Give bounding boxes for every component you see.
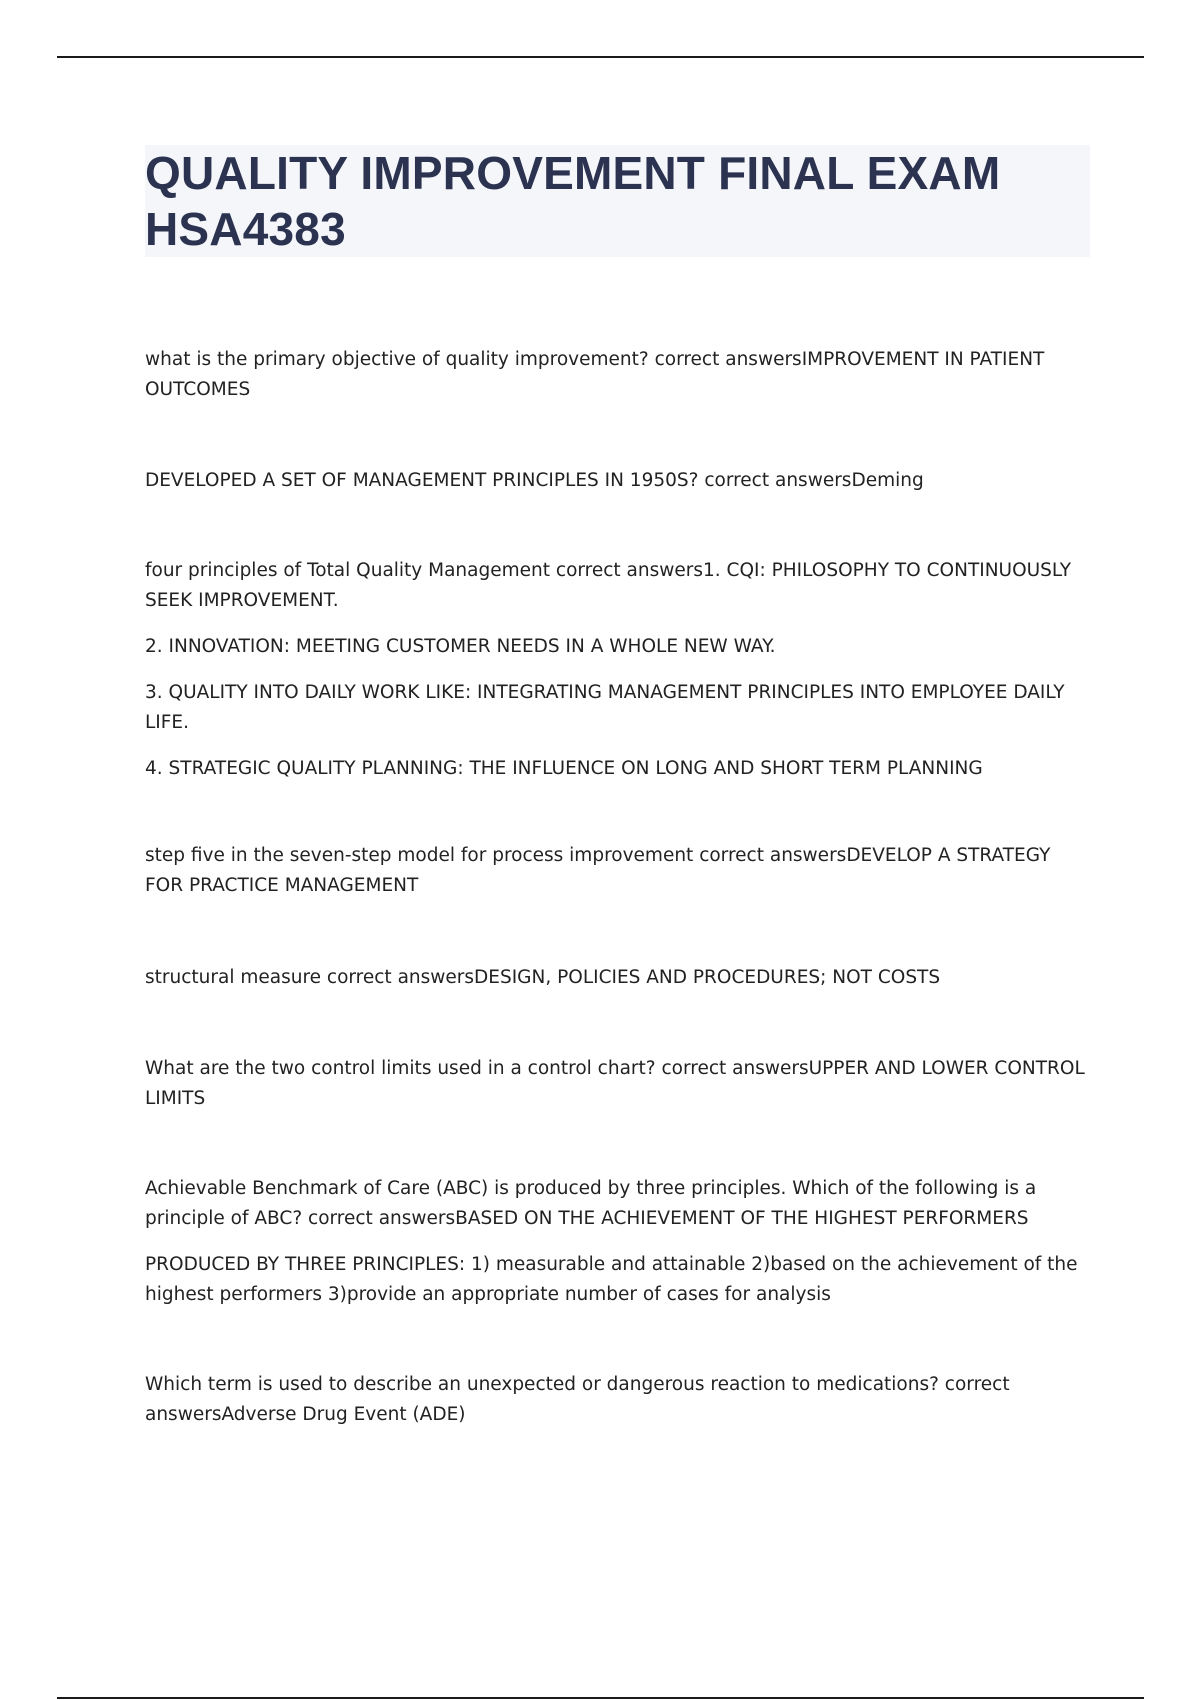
- answer-text: UPPER AND LOWER CONTROL LIMITS: [145, 1058, 1085, 1109]
- qa-text: [145, 963, 1085, 993]
- qa-item-6: [145, 1054, 1085, 1130]
- qa-text: [145, 556, 1085, 616]
- document-title-line1: QUALITY IMPROVEMENT FINAL EXAM: [145, 147, 1001, 199]
- question-text: four principles of Total Quality Management: [145, 560, 551, 581]
- qa-text: [145, 1370, 1085, 1430]
- qa-item-1: [145, 345, 1085, 421]
- question-text: What are the two control limits used in a control chart?: [145, 1058, 656, 1079]
- document-title: [145, 145, 1090, 257]
- qa-item-4: [145, 841, 1085, 917]
- answer-marker: correct answers: [698, 470, 852, 491]
- qa-item-8: [145, 1370, 1085, 1446]
- document-title-line2: HSA4383: [145, 203, 346, 255]
- qa-text: [145, 841, 1085, 901]
- qa-item-3: [145, 556, 1085, 800]
- qa-item-7: [145, 1174, 1085, 1326]
- bottom-divider: [57, 1697, 1144, 1699]
- question-text: DEVELOPED A SET OF MANAGEMENT PRINCIPLES IN 1950S?: [145, 470, 699, 491]
- question-text: structural measure: [145, 967, 322, 988]
- qa-item-2: [145, 466, 1085, 512]
- qa-text: [145, 1054, 1085, 1114]
- top-divider: [57, 56, 1144, 58]
- answer-marker: correct answers: [655, 1058, 809, 1079]
- answer-marker: correct answers: [648, 349, 802, 370]
- answer-text: Adverse Drug Event (ADE): [221, 1404, 466, 1425]
- question-text: what is the primary objective of quality improvement?: [145, 349, 649, 370]
- question-text: Which term is used to describe an unexpected or dangerous reaction to medications?: [145, 1374, 939, 1395]
- answer-marker: correct answers: [550, 560, 704, 581]
- answer-text: Deming: [851, 470, 924, 491]
- answer-text: IMPROVEMENT IN PATIENT OUTCOMES: [145, 349, 1045, 400]
- answer-continuation: 4. STRATEGIC QUALITY PLANNING: THE INFLUENCE ON LONG AND SHORT TERM PLANNING: [145, 758, 983, 779]
- answer-marker: correct answers: [302, 1208, 456, 1229]
- answer-continuation: 3. QUALITY INTO DAILY WORK LIKE: INTEGRATING MANAGEMENT PRINCIPLES INTO EMPLOYEE DAILY LIFE.: [145, 682, 1065, 733]
- qa-item-5: [145, 963, 1085, 1009]
- answer-continuation: 2. INNOVATION: MEETING CUSTOMER NEEDS IN A WHOLE NEW WAY.: [145, 636, 776, 657]
- answer-text: BASED ON THE ACHIEVEMENT OF THE HIGHEST PERFORMERS: [455, 1208, 1029, 1229]
- answer-marker: correct answers: [693, 845, 847, 866]
- qa-text: [145, 466, 1085, 496]
- question-text: step five in the seven-step model for process improvement: [145, 845, 694, 866]
- answer-text: 1. CQI: PHILOSOPHY TO CONTINUOUSLY SEEK IMPROVEMENT.: [145, 560, 1072, 611]
- title-block: [145, 145, 1090, 257]
- question-text: Achievable Benchmark of Care (ABC) is produced by three principles. Which of the following is a principle of ABC?: [145, 1178, 1037, 1229]
- qa-text: [145, 345, 1085, 405]
- answer-continuation: PRODUCED BY THREE PRINCIPLES: 1) measurable and attainable 2)based on the achievement of the highest performers 3)provide an appropriate number of cases for analysis: [145, 1254, 1078, 1305]
- qa-text: [145, 1174, 1085, 1234]
- answer-text: DEVELOP A STRATEGY FOR PRACTICE MANAGEMENT: [145, 845, 1051, 896]
- answer-text: DESIGN, POLICIES AND PROCEDURES; NOT COSTS: [474, 967, 941, 988]
- answer-marker: correct answers: [321, 967, 475, 988]
- answer-marker: correct answers: [145, 1374, 1010, 1425]
